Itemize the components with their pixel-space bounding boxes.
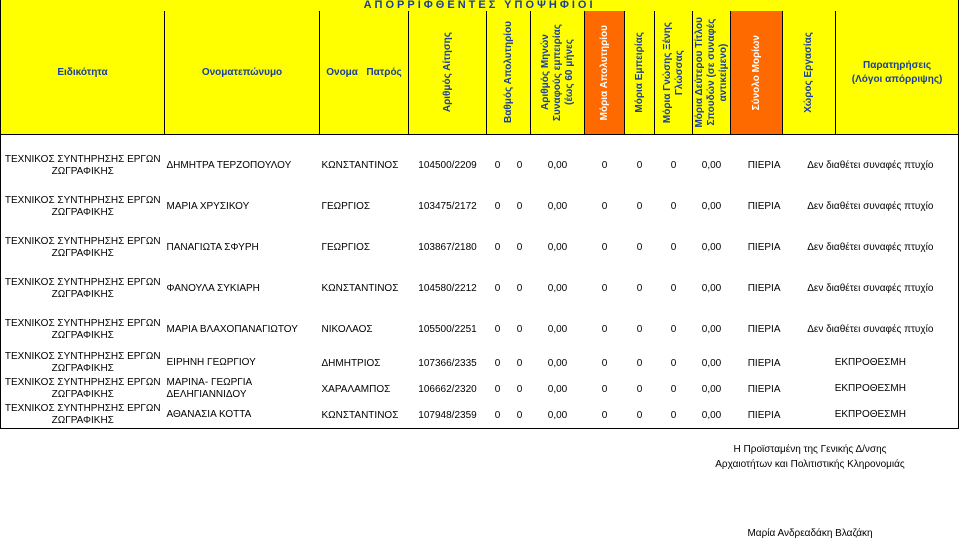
cell-remarks: Δεν διαθέτει συναφές πτυχίο bbox=[783, 309, 959, 350]
cell-degree-points: 0,00 bbox=[547, 324, 568, 335]
cell-fullname: ΜΑΡΙΝΑ- ΓΕΩΡΓΙΑ ΔΕΛΗΓΙΑΝΝΙΔΟΥ bbox=[166, 377, 252, 400]
cell-work-location: ΠΙΕΡΙΑ bbox=[731, 402, 783, 429]
cell-degree-points: 0,00 bbox=[547, 383, 568, 395]
cell-degree-points: 0,00 bbox=[531, 402, 585, 429]
cell-experience-points: 0 bbox=[601, 242, 608, 253]
cell-remarks: Δεν διαθέτει συναφές πτυχίο bbox=[783, 145, 959, 186]
cell-experience-points: 0 bbox=[601, 283, 608, 294]
cell-father-name: ΓΕΩΡΓΙΟΣ bbox=[321, 201, 371, 212]
cell-father-name: ΚΩΝΣΤΑΝΤΙΝΟΣ bbox=[321, 160, 399, 171]
cell-language-points: 0 bbox=[625, 402, 655, 429]
cell-work-location: ΠΙΕΡΙΑ bbox=[747, 383, 781, 395]
table-row bbox=[1, 186, 959, 227]
cell-degree-points: 0,00 bbox=[547, 357, 568, 369]
cell-specialty: ΤΕΧΝΙΚΟΣ ΣΥΝΤΗΡΗΣΗΣ ΕΡΓΩΝ ΖΩΓΡΑΦΙΚΗΣ bbox=[1, 227, 165, 268]
cell-experience-months: 0 bbox=[516, 160, 523, 171]
cell-application-no: 107948/2359 bbox=[409, 402, 487, 429]
col-father-name bbox=[320, 11, 409, 135]
cell-father-name: ΓΕΩΡΓΙΟΣ bbox=[321, 242, 371, 253]
cell-total-points: 0,00 bbox=[701, 324, 722, 335]
col-application-no bbox=[409, 11, 487, 135]
cell-second-title-points: 0 bbox=[670, 357, 677, 369]
cell-remarks: ΕΚΠΡΟΘΕΣΜΗ bbox=[783, 350, 959, 376]
col-total-points bbox=[731, 11, 783, 135]
cell-degree-grade: 0 bbox=[494, 160, 501, 171]
cell-degree-grade: 0 bbox=[494, 242, 501, 253]
cell-remarks: ΕΚΠΡΟΘΕΣΜΗ bbox=[783, 402, 959, 429]
cell-experience-points: 0 bbox=[585, 402, 625, 429]
cell-language-points: 0 bbox=[636, 242, 643, 253]
cell-fullname: ΔΗΜΗΤΡΑ ΤΕΡΖΟΠΟΥΛΟΥ bbox=[166, 159, 292, 171]
cell-experience-months: 0 bbox=[509, 402, 531, 429]
cell-specialty: ΤΕΧΝΙΚΟΣ ΣΥΝΤΗΡΗΣΗΣ ΕΡΓΩΝ ΖΩΓΡΑΦΙΚΗΣ bbox=[1, 268, 165, 309]
cell-remarks: Δεν διαθέτει συναφές πτυχίο bbox=[783, 268, 959, 309]
cell-degree-points: 0,00 bbox=[547, 242, 568, 253]
col-work-location-label: Χώρος Εργασίας bbox=[803, 32, 814, 113]
col-language-points-label: Μόρια Γνώσης Ξένης Γλώσσας bbox=[661, 21, 685, 124]
signature-block bbox=[690, 442, 930, 472]
cell-application-no: 106662/2320 bbox=[418, 383, 477, 395]
cell-father-name: ΧΑΡΑΛΑΜΠΟΣ bbox=[321, 383, 391, 395]
cell-degree-grade: 0 bbox=[494, 383, 501, 395]
cell-fullname: ΦΑΝΟΥΛΑ ΣΥΚΙΑΡΗ bbox=[166, 282, 260, 294]
cell-experience-points: 0 bbox=[601, 383, 608, 395]
cell-experience-months: 0 bbox=[516, 242, 523, 253]
cell-remarks: Δεν διαθέτει συναφές πτυχίο bbox=[783, 186, 959, 227]
cell-father-name: ΚΩΝΣΤΑΝΤΙΝΟΣ bbox=[321, 283, 399, 294]
cell-remarks: ΕΚΠΡΟΘΕΣΜΗ bbox=[783, 376, 959, 402]
col-experience-points-label: Μόρια Εμπειρίας bbox=[633, 32, 645, 113]
cell-total-points: 0,00 bbox=[701, 201, 722, 212]
col-fullname: Ονοματεπώνυμο bbox=[165, 11, 320, 135]
cell-experience-months: 0 bbox=[516, 201, 523, 212]
cell-specialty: ΤΕΧΝΙΚΟΣ ΣΥΝΤΗΡΗΣΗΣ ΕΡΓΩΝ ΖΩΓΡΑΦΙΚΗΣ bbox=[1, 376, 165, 402]
cell-total-points: 0,00 bbox=[701, 160, 722, 171]
cell-experience-points: 0 bbox=[601, 357, 608, 369]
cell-total-points: 0,00 bbox=[693, 402, 731, 429]
cell-second-title-points: 0 bbox=[670, 242, 677, 253]
cell-fullname: ΑΘΑΝΑΣΙΑ ΚΟΤΤΑ bbox=[165, 402, 320, 429]
col-experience-points bbox=[625, 11, 655, 135]
cell-fullname: ΜΑΡΙΑ ΧΡΥΣΙΚΟΥ bbox=[166, 200, 250, 212]
cell-experience-points: 0 bbox=[601, 160, 608, 171]
col-application-no-label: Αριθμός Αίτησης bbox=[441, 32, 453, 113]
cell-experience-points: 0 bbox=[601, 324, 608, 335]
cell-fullname: ΠΑΝΑΓΙΩΤΑ ΣΦΥΡΗ bbox=[166, 241, 259, 253]
table-row bbox=[1, 350, 959, 376]
signatory-title-line2: Αρχαιοτήτων και Πολιτιστικής Κληρονομιάς bbox=[715, 459, 905, 470]
cell-work-location: ΠΙΕΡΙΑ bbox=[747, 324, 781, 335]
col-specialty: Ειδικότητα bbox=[1, 11, 165, 135]
col-degree-grade-label: Βαθμός Απολυτηρίου bbox=[502, 21, 514, 124]
col-father-name-b: Πατρός bbox=[366, 67, 402, 78]
table-row bbox=[1, 309, 959, 350]
cell-application-no: 103475/2172 bbox=[418, 201, 477, 212]
cell-language-points: 0 bbox=[636, 324, 643, 335]
cell-specialty: ΤΕΧΝΙΚΟΣ ΣΥΝΤΗΡΗΣΗΣ ΕΡΓΩΝ ΖΩΓΡΑΦΙΚΗΣ bbox=[1, 186, 165, 227]
col-second-title-points bbox=[693, 11, 731, 135]
cell-experience-months: 0 bbox=[516, 357, 523, 369]
table-body bbox=[1, 145, 959, 429]
cell-experience-points: 0 bbox=[601, 201, 608, 212]
cell-second-title-points: 0 bbox=[670, 283, 677, 294]
col-second-title-points-label: Μόρια Δεύτερου Τίτλου Σπουδών (σε συναφές αντικείμενο) bbox=[693, 17, 729, 128]
cell-father-name: ΚΩΝΣΤΑΝΤΙΝΟΣ bbox=[320, 402, 409, 429]
col-experience-months-label: Αριθμός Μηνών Συναφούς εμπειρίας (έως 60 μήνες bbox=[539, 24, 575, 121]
cell-work-location: ΠΙΕΡΙΑ bbox=[747, 242, 781, 253]
cell-degree-grade: 0 bbox=[494, 283, 501, 294]
col-remarks-sublabel: (Λόγοι απόρριψης) bbox=[851, 73, 943, 85]
cell-degree-points: 0,00 bbox=[547, 160, 568, 171]
cell-language-points: 0 bbox=[636, 383, 643, 395]
cell-application-no: 107366/2335 bbox=[418, 357, 477, 369]
cell-fullname: ΕΙΡΗΝΗ ΓΕΩΡΓΙΟΥ bbox=[166, 357, 256, 368]
table-row bbox=[1, 402, 959, 429]
col-father-name-a: Ονομα bbox=[326, 67, 358, 78]
cell-total-points: 0,00 bbox=[701, 283, 722, 294]
col-remarks-label: Παρατηρήσεις bbox=[863, 59, 932, 71]
table-row bbox=[1, 227, 959, 268]
signatory-name: Μαρία Ανδρεαδάκη Βλαζάκη bbox=[747, 528, 873, 539]
cell-experience-months: 0 bbox=[516, 383, 523, 395]
col-work-location-and-remarks bbox=[783, 11, 959, 135]
col-degree-grade bbox=[487, 11, 531, 135]
cell-work-location: ΠΙΕΡΙΑ bbox=[747, 201, 781, 212]
cell-specialty: ΤΕΧΝΙΚΟΣ ΣΥΝΤΗΡΗΣΗΣ ΕΡΓΩΝ ΖΩΓΡΑΦΙΚΗΣ bbox=[1, 309, 165, 350]
cell-remarks: Δεν διαθέτει συναφές πτυχίο bbox=[783, 227, 959, 268]
cell-total-points: 0,00 bbox=[701, 242, 722, 253]
cell-work-location: ΠΙΕΡΙΑ bbox=[747, 283, 781, 294]
cell-language-points: 0 bbox=[636, 357, 643, 369]
cell-second-title-points: 0 bbox=[670, 383, 677, 395]
cell-father-name: ΝΙΚΟΛΑΟΣ bbox=[321, 324, 373, 335]
cell-degree-points: 0,00 bbox=[547, 201, 568, 212]
cell-second-title-points: 0 bbox=[670, 160, 677, 171]
cell-experience-months: 0 bbox=[516, 324, 523, 335]
col-total-points-label: Σύνολο Μορίων bbox=[750, 34, 762, 111]
cell-second-title-points: 0 bbox=[655, 402, 693, 429]
cell-degree-grade: 0 bbox=[494, 201, 501, 212]
col-degree-points bbox=[585, 11, 625, 135]
cell-specialty: ΤΕΧΝΙΚΟΣ ΣΥΝΤΗΡΗΣΗΣ ΕΡΓΩΝ ΖΩΓΡΑΦΙΚΗΣ bbox=[1, 145, 165, 186]
cell-specialty: ΤΕΧΝΙΚΟΣ ΣΥΝΤΗΡΗΣΗΣ ΕΡΓΩΝ ΖΩΓΡΑΦΙΚΗΣ bbox=[1, 350, 165, 376]
table-row bbox=[1, 376, 959, 402]
col-degree-points-label: Μόρια Απολυτηρίου bbox=[598, 24, 610, 121]
cell-father-name: ΔΗΜΗΤΡΙΟΣ bbox=[321, 357, 381, 369]
signatory-name-block bbox=[690, 526, 930, 541]
cell-degree-points: 0,00 bbox=[547, 283, 568, 294]
cell-degree-grade: 0 bbox=[494, 324, 501, 335]
cell-work-location: ΠΙΕΡΙΑ bbox=[747, 160, 781, 171]
cell-specialty: ΤΕΧΝΙΚΟΣ ΣΥΝΤΗΡΗΣΗΣ ΕΡΓΩΝ ΖΩΓΡΑΦΙΚΗΣ bbox=[1, 402, 165, 429]
col-language-points bbox=[655, 11, 693, 135]
cell-fullname: ΜΑΡΙΑ ΒΛΑΧΟΠΑΝΑΓΙΩΤΟΥ bbox=[166, 323, 298, 335]
cell-work-location: ΠΙΕΡΙΑ bbox=[747, 357, 781, 369]
cell-degree-grade: 0 bbox=[487, 402, 509, 429]
cell-language-points: 0 bbox=[636, 160, 643, 171]
cell-application-no: 104580/2212 bbox=[418, 283, 477, 294]
cell-application-no: 104500/2209 bbox=[418, 160, 477, 171]
cell-second-title-points: 0 bbox=[670, 201, 677, 212]
cell-total-points: 0,00 bbox=[701, 357, 722, 369]
table-row bbox=[1, 268, 959, 309]
cell-application-no: 105500/2251 bbox=[418, 324, 477, 335]
cell-application-no: 103867/2180 bbox=[418, 242, 477, 253]
cell-total-points: 0,00 bbox=[701, 383, 722, 395]
cell-experience-months: 0 bbox=[516, 283, 523, 294]
col-experience-months bbox=[531, 11, 585, 135]
cell-degree-grade: 0 bbox=[494, 357, 501, 369]
cell-language-points: 0 bbox=[636, 283, 643, 294]
cell-language-points: 0 bbox=[636, 201, 643, 212]
signatory-title-line1: Η Προϊσταμένη της Γενικής Δ/νσης bbox=[733, 444, 887, 455]
sheet-title: ΑΠΟΡΡΙΦΘΕΝΤΕΣ ΥΠΟΨΗΦΙΟΙ bbox=[1, 0, 959, 11]
table-row bbox=[1, 145, 959, 186]
cell-second-title-points: 0 bbox=[670, 324, 677, 335]
